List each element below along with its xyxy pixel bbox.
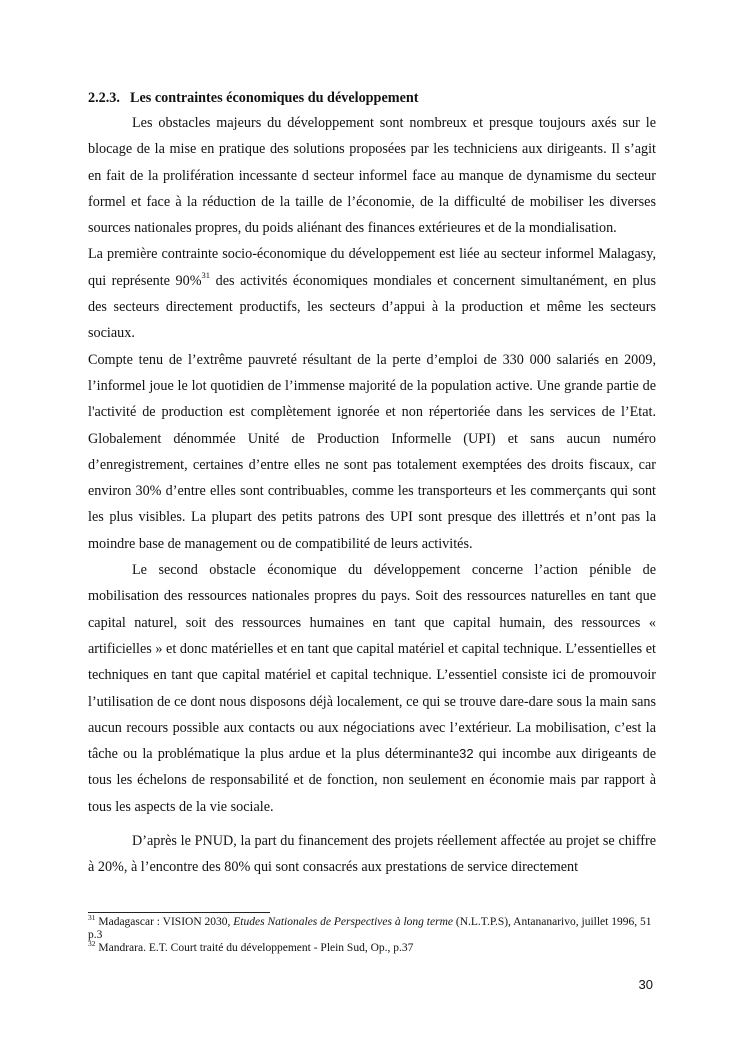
paragraph-text: La première contrainte socio-économique du développement est liée au secteur informel Malagasy, qui représente 90% <box>88 246 656 289</box>
footnote-31 <box>88 913 656 942</box>
document-page <box>88 88 656 881</box>
paragraph-text: qui incombe aux dirigeants de tous les échelons de responsabilité et de fonction, non seulement en économie mais par rapport à tous les aspects de la vie sociale. <box>88 746 656 815</box>
paragraph-informal-sector <box>88 241 656 346</box>
paragraph-pnud: D’après le PNUD, la part du financement des projets réellement affectée au projet se chiffre à 20%, à l’encontre des 80% qui sont consacrés aux prestations de service directement <box>88 833 656 876</box>
paragraph-poverty: Compte tenu de l’extrême pauvreté résultant de la perte d’emploi de 330 000 salariés en 2009, l’informel joue le lot quotidien de l’immense majorité de la population active. Une grande partie de l'activité de production est complètement ignorée et non répertoriée dans les services de l’Etat. Globalement dénommée Unité de Production Informelle (UPI) et sans aucun numéro d’enregistrement, certaines d’entre elles ne sont pas totalement exemptées des droits fiscaux, car environ 30% d’entre elles sont contribuables, comme les transporteurs et les commerçants qui sont les plus visibles. La plupart des petits patrons des UPI sont presque des illettrés et n’ont pas la moindre base de management ou de compatibilité de leurs activités. <box>88 351 656 552</box>
page-number: 30 <box>638 977 653 992</box>
footnote-divider <box>88 912 270 913</box>
footnotes <box>88 912 656 955</box>
footnote-mark: 31 <box>88 913 96 922</box>
footnote-text: Mandrara. E.T. Court traité du développement - Plein Sud, Op., p.37 <box>95 942 414 954</box>
footnote-reference: 32 <box>459 746 474 762</box>
paragraph-text: des activités économiques mondiales et concernent simultanément, en plus des secteurs directement productifs, les secteurs d’appui à la production et même les secteurs sociaux. <box>88 272 656 342</box>
paragraph-text: Le second obstacle économique du développement concerne l’action pénible de mobilisation des ressources nationales propres du pays. Soit des ressources naturelles en tant que capital naturel, soit des ressources humaines en tant que capital humain, des ressources « artificielles » et donc matérielles et en tant que capital matériel et capital technique. L’essentielles et techniques en tant que capital matériel et capital technique. L’essentiel consiste ici de promouvoir l’utilisation de ce dont nous disposons déjà localement, ce qui se trouve dare-dare sous la main sans aucun recours possible aux contacts ou aux négociations avec l’extérieur. La mobilisation, c’est la tâche ou la problématique la plus ardue et la plus déterminante <box>88 562 656 763</box>
section-title: Les contraintes économiques du développement <box>130 90 419 106</box>
footnote-text: (N.L.T.P.S), Antananarivo, juillet 1996, 51 p.3 <box>88 916 652 941</box>
footnote-mark: 32 <box>88 939 96 948</box>
section-heading <box>88 88 656 108</box>
paragraph-obstacles: Les obstacles majeurs du développement sont nombreux et presque toujours axés sur le blocage de la mise en pratique des solutions proposées par les techniciens aux dirigeants. Il s’agit en fait de la prolifération incessante d secteur informel face au manque de dynamisme du secteur formel et face à la réduction de la taille de l’économie, de la difficulté de mobiliser les diverses sources nationales propres, du poids aliénant des finances extérieures et de la mondialisation. <box>88 115 656 237</box>
footnote-italic-title: Etudes Nationales de Perspectives à long terme <box>233 916 453 928</box>
section-number: 2.2.3. <box>88 90 120 106</box>
footnote-reference: 31 <box>201 269 211 280</box>
paragraph-mobilisation <box>88 557 656 820</box>
footnote-32 <box>88 939 656 955</box>
footnote-text: Madagascar : VISION 2030, <box>95 916 234 928</box>
